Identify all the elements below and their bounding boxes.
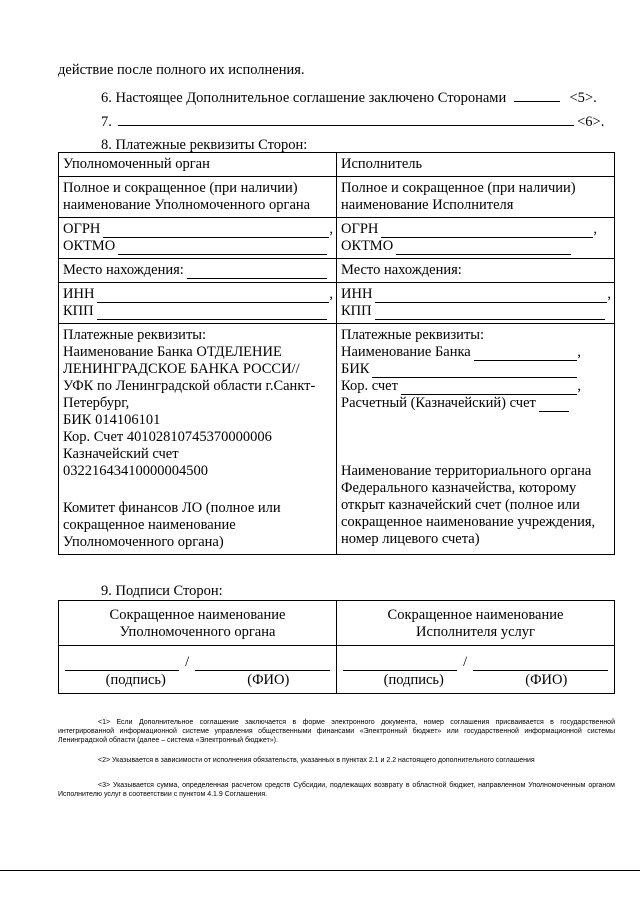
item-7-blank	[118, 113, 574, 126]
right-header: Исполнитель	[341, 156, 423, 172]
left-kpp-blank	[97, 306, 327, 320]
left-signature-header	[59, 601, 337, 646]
right-header-cell	[337, 153, 615, 177]
right-ogrn-blank	[381, 224, 593, 238]
right-sign-line	[343, 654, 608, 671]
right-ogrn-cell	[337, 218, 615, 259]
item-6	[101, 89, 597, 107]
left-header-cell	[59, 153, 337, 177]
right-account-blank	[539, 398, 569, 412]
right-payment-title: Платежные реквизиты:	[341, 327, 485, 343]
right-inn-field: ИНН ,	[341, 286, 611, 302]
left-bank-line: УФК по Ленинградской области г.Санкт-	[63, 378, 316, 394]
right-bik-blank	[372, 364, 577, 378]
left-sign-slash: /	[185, 654, 190, 670]
right-sign-blank	[343, 658, 457, 671]
right-bank-blank	[474, 347, 578, 361]
right-signature-cell	[337, 646, 615, 694]
right-treasury-line: номер лицевого счета)	[341, 531, 480, 547]
left-name-line1: Полное и сокращенное (при наличии)	[63, 180, 298, 196]
left-location-blank	[187, 265, 327, 279]
left-ogrn-label: ОГРН	[63, 221, 101, 237]
left-inn-blank	[97, 289, 329, 303]
left-location-label: Место нахождения:	[63, 262, 184, 278]
right-inn-blank	[375, 289, 607, 303]
left-sign-line	[65, 654, 330, 671]
left-inn-field: ИНН ,	[63, 286, 333, 302]
right-sign-slash: /	[463, 654, 468, 670]
item-7-number: 7.	[101, 114, 112, 130]
left-header: Уполномоченный орган	[63, 156, 210, 172]
right-kpp-blank	[375, 306, 605, 320]
left-oktmo-field	[63, 238, 333, 255]
right-bik-label: БИК	[341, 361, 370, 377]
right-oktmo-label: ОКТМО	[341, 238, 394, 254]
left-sign-blank	[65, 658, 179, 671]
right-name-line1: Полное и сокращенное (при наличии)	[341, 180, 576, 196]
left-bank-line: Наименование Банка ОТДЕЛЕНИЕ	[63, 344, 282, 360]
page-bottom-rule	[0, 870, 640, 871]
left-oktmo-label: ОКТМО	[63, 238, 116, 254]
left-location-cell	[59, 259, 337, 283]
left-sig-title-line2: Уполномоченного органа	[119, 624, 276, 640]
right-account-label: Расчетный (Казначейский) счет	[341, 395, 536, 411]
right-location-cell	[337, 259, 615, 283]
right-kpp-field	[341, 303, 611, 320]
left-kor-account: Кор. Счет 40102810745370000006	[63, 429, 272, 445]
right-signature-header	[337, 601, 615, 646]
right-treasury-line: открыт казначейский счет (полное или	[341, 497, 580, 513]
right-bank-label: Наименование Банка	[341, 344, 471, 360]
item-6-blank	[514, 89, 560, 102]
right-payment-cell	[337, 324, 615, 555]
right-location-label: Место нахождения:	[341, 262, 462, 278]
left-inn-cell	[59, 283, 337, 324]
left-fio-blank	[195, 658, 330, 671]
left-committee-line: сокращенное наименование	[63, 517, 236, 533]
footnote-1: <1> Если Дополнительное соглашение заключается в форме электронного документа, номер соглашения присваивается в государственной интегрированной информационной системе управления общественными финансами «Электронный бюджет» или государственной информационной системы Ленинградской области (далее – система «Электронный бюджет»).	[58, 719, 615, 744]
right-kor-label: Кор. счет	[341, 378, 398, 394]
right-kpp-label: КПП	[341, 303, 372, 319]
item-7-note: <6>.	[577, 114, 605, 130]
left-bank-line: ЛЕНИНГРАДСКОЕ БАНКА РОССИ//	[63, 361, 300, 377]
right-sign-labels	[343, 672, 608, 689]
left-payment-cell	[59, 324, 337, 555]
left-oktmo-blank	[118, 241, 327, 255]
left-name-line2: наименование Уполномоченного органа	[63, 197, 311, 213]
intro-line: действие после полного их исполнения.	[58, 62, 305, 78]
left-sig-title-line1: Сокращенное наименование	[109, 607, 286, 623]
left-treasury-label: Казначейский счет	[63, 446, 179, 462]
right-inn-cell	[337, 283, 615, 324]
right-account-field	[341, 395, 611, 412]
requisites-table	[58, 152, 615, 555]
signatures-table	[58, 600, 615, 694]
footnote-2: <2> Указывается в зависимости от исполнения обязательств, указанных в пунктах 2.1 и 2.2 настоящего дополнительного соглашения	[98, 757, 535, 764]
right-kor-field: Кор. счет ,	[341, 378, 581, 394]
left-committee-line: Комитет финансов ЛО (полное или	[63, 500, 281, 516]
item-7	[101, 113, 604, 131]
left-bik: БИК 014106101	[63, 412, 161, 428]
right-ogrn-field: ОГРН ,	[341, 221, 597, 237]
left-sign-label: (подпись)	[105, 672, 166, 688]
item-8-title: 8. Платежные реквизиты Сторон:	[101, 137, 308, 153]
item-6-note: <5>.	[569, 90, 597, 106]
right-name-cell	[337, 177, 615, 218]
right-inn-label: ИНН	[341, 286, 373, 302]
item-6-text: 6. Настоящее Дополнительное соглашение заключено Сторонами	[101, 90, 507, 106]
footnote-3: <3> Указывается сумма, определенная расчетом средств Субсидии, подлежащих возврату в областной бюджет, направленном Уполномоченным органом Исполнителю услуг в соответствии с пунктом 4.1.9 Соглашения.	[58, 782, 615, 798]
right-oktmo-field	[341, 238, 611, 255]
left-fio-label: (ФИО)	[247, 672, 290, 688]
left-name-cell	[59, 177, 337, 218]
right-treasury-line: Наименование территориального органа	[341, 463, 592, 479]
left-ogrn-cell	[59, 218, 337, 259]
right-bank-field: Наименование Банка ,	[341, 344, 581, 360]
item-9-title: 9. Подписи Сторон:	[101, 583, 223, 599]
right-oktmo-blank	[396, 241, 571, 255]
right-kor-blank	[401, 381, 577, 395]
right-treasury-line: Федерального казначейства, которому	[341, 480, 577, 496]
right-treasury-line: сокращенное наименование учреждения,	[341, 514, 596, 530]
right-sig-title-line1: Сокращенное наименование	[387, 607, 564, 623]
right-sig-title-line2: Исполнителя услуг	[416, 624, 535, 640]
left-location-field	[63, 262, 333, 279]
left-payment-title: Платежные реквизиты:	[63, 327, 207, 343]
left-committee-line: Уполномоченного органа)	[63, 534, 224, 550]
left-bank-line: Петербург,	[63, 395, 130, 411]
left-ogrn-field: ОГРН ,	[63, 221, 333, 237]
right-bik-field	[341, 361, 611, 378]
right-fio-label: (ФИО)	[525, 672, 568, 688]
left-ogrn-blank	[103, 224, 329, 238]
left-treasury-account: 03221643410000004500	[63, 463, 208, 479]
left-inn-label: ИНН	[63, 286, 95, 302]
left-kpp-field	[63, 303, 333, 320]
right-sign-label: (подпись)	[383, 672, 444, 688]
left-sign-labels	[65, 672, 330, 689]
right-name-line2: наименование Исполнителя	[341, 197, 514, 213]
right-fio-blank	[473, 658, 608, 671]
left-kpp-label: КПП	[63, 303, 94, 319]
left-signature-cell	[59, 646, 337, 694]
right-ogrn-label: ОГРН	[341, 221, 379, 237]
